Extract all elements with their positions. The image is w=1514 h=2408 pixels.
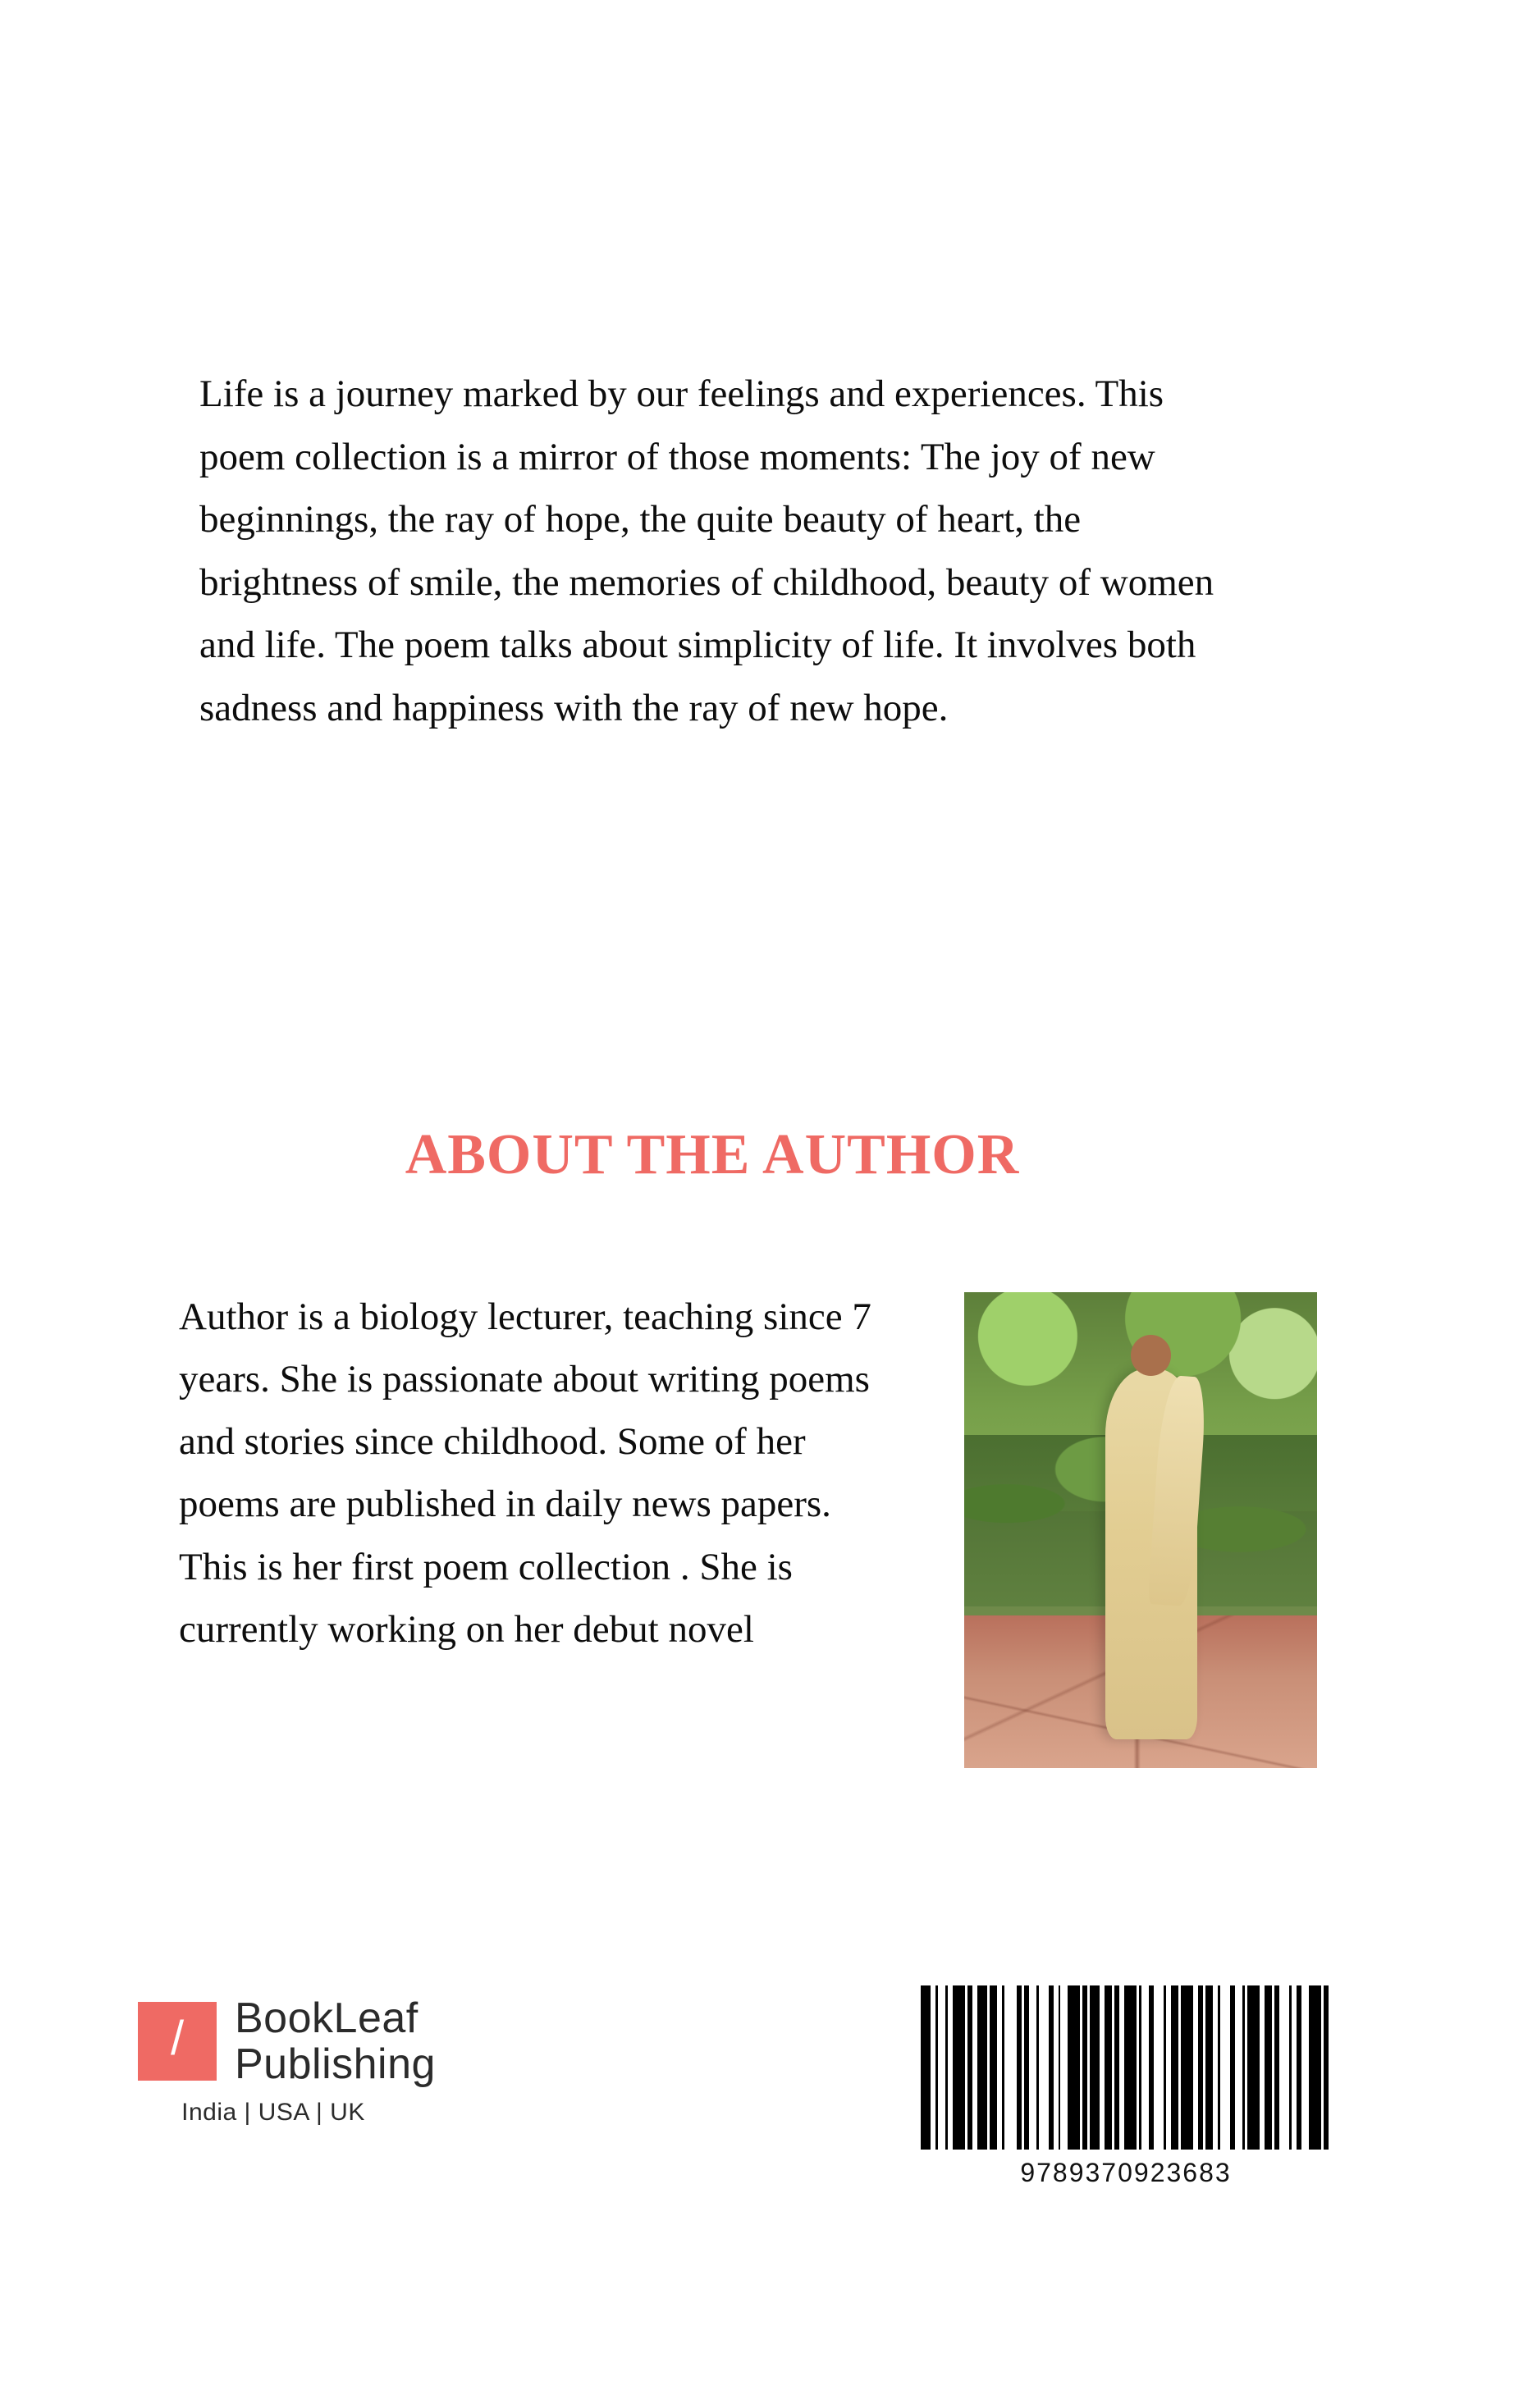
barcode-bar xyxy=(1329,1985,1331,2150)
publisher-name-line2: Publishing xyxy=(235,2040,436,2089)
publisher-regions: India | USA | UK xyxy=(181,2099,365,2127)
barcode-bar xyxy=(1235,1985,1242,2150)
publisher-name-line1: BookLeaf xyxy=(235,1994,419,2042)
book-blurb: Life is a journey marked by our feelings and experiences. This poem collection is a mirror of those moments: The joy of new beginnings, the ray of hope, the quite beauty of heart, the brightness of smile, the memories of childhood, beauty of women and life. The poem talks about simplicity of life. It involves both sadness and happiness with the ray of new hope. xyxy=(199,372,1214,730)
barcode-bar xyxy=(953,1985,965,2150)
barcode-bar xyxy=(1105,1985,1112,2150)
photo-author-figure xyxy=(1105,1368,1197,1739)
publisher-name xyxy=(235,1995,436,2087)
barcode-bar xyxy=(1247,1985,1260,2150)
barcode-bar xyxy=(921,1985,931,2150)
bookleaf-slash-icon xyxy=(138,2002,217,2081)
isbn-number: 9789370923683 xyxy=(1020,2158,1232,2187)
barcode-bar xyxy=(1265,1985,1272,2150)
barcode-bar xyxy=(1068,1985,1080,2150)
barcode-bar xyxy=(1124,1985,1137,2150)
barcode-bar xyxy=(1301,1985,1309,2150)
barcode-bar xyxy=(1154,1985,1164,2150)
barcode-bar xyxy=(1205,1985,1213,2150)
barcode-bar xyxy=(1171,1985,1178,2150)
barcode-bar xyxy=(1004,1985,1017,2150)
barcode-bar xyxy=(1141,1985,1149,2150)
barcode-bar xyxy=(1060,1985,1068,2150)
author-photo xyxy=(964,1292,1317,1768)
about-the-author-heading: ABOUT THE AUTHOR xyxy=(405,1123,1020,1187)
barcode-bar xyxy=(1279,1985,1289,2150)
publisher-logo-row xyxy=(138,1995,597,2087)
publisher-logo-block xyxy=(138,1995,597,2127)
barcode-block xyxy=(921,1985,1331,2188)
author-bio-text: Author is a biology lecturer, teaching since 7 years. She is passionate about writing poems and stories since childhood. Some of her poems are published in daily news papers. This is her first poem collection . She is currently working on her debut novel xyxy=(179,1295,871,1651)
barcode-bar xyxy=(1090,1985,1100,2150)
barcode-bar xyxy=(1309,1985,1321,2150)
isbn-barcode xyxy=(921,1985,1331,2150)
barcode-bar xyxy=(977,1985,987,2150)
barcode-bar xyxy=(1039,1985,1049,2150)
barcode-bar xyxy=(990,1985,997,2150)
barcode-bar xyxy=(938,1985,945,2150)
barcode-bar xyxy=(1220,1985,1230,2150)
barcode-bar xyxy=(1181,1985,1193,2150)
bookleaf-slash-glyph: / xyxy=(170,2012,185,2066)
barcode-bar xyxy=(1029,1985,1036,2150)
